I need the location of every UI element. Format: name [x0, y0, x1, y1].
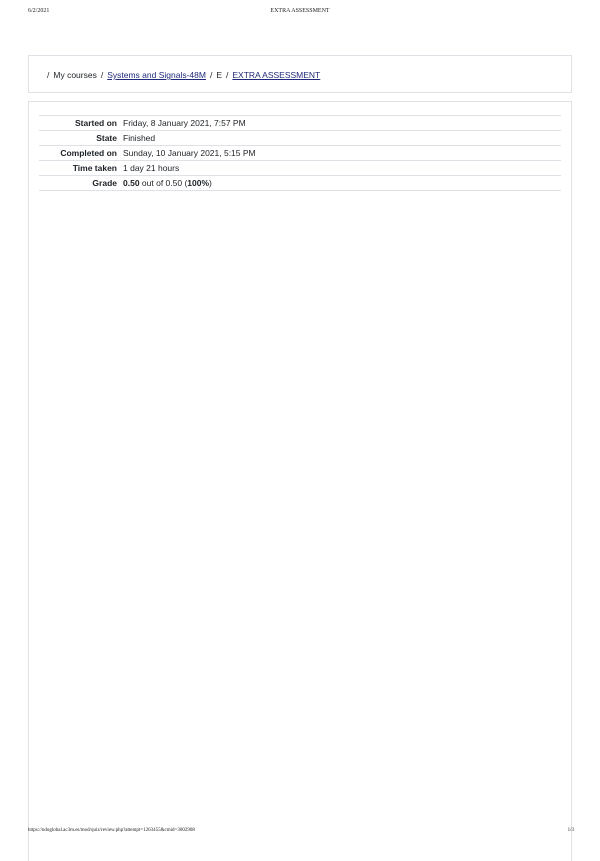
- time-taken-value: 1 day 21 hours: [123, 163, 180, 173]
- state-value: Finished: [123, 133, 156, 143]
- completed-on-value: Sunday, 10 January 2021, 5:15 PM: [123, 148, 256, 158]
- breadcrumb-separator: /: [47, 70, 50, 80]
- started-on-value: Friday, 8 January 2021, 7:57 PM: [123, 118, 246, 128]
- breadcrumb: [43, 70, 320, 80]
- print-footer: [0, 828, 600, 838]
- table-row: [39, 131, 561, 146]
- print-url: https://ndoglobal.ac3m.es/mod/quiz/review.php?attempt=1263455&cmid=3002908: [28, 828, 195, 833]
- table-row: [39, 176, 561, 191]
- attempt-summary-table: [39, 115, 561, 191]
- table-row: [39, 161, 561, 176]
- grade-percent: 100%: [187, 178, 210, 188]
- grade-out-of: out of 0.50: [141, 178, 183, 188]
- breadcrumb-section: E: [216, 70, 223, 80]
- attempt-summary-card: [28, 101, 572, 861]
- time-taken-label: Time taken: [72, 163, 117, 173]
- started-on-label: Started on: [74, 118, 117, 128]
- grade-value: 0.50 out of 0.50 (100%): [123, 178, 212, 188]
- breadcrumb-quiz-link[interactable]: EXTRA ASSESSMENT: [232, 70, 321, 80]
- print-header: [0, 8, 600, 20]
- table-row: [39, 116, 561, 131]
- breadcrumb-my-courses: My courses: [53, 70, 97, 80]
- table-row: [39, 146, 561, 161]
- print-date: 6/2/2021: [28, 8, 50, 14]
- completed-on-label: Completed on: [60, 148, 117, 158]
- breadcrumb-separator: /: [226, 70, 229, 80]
- grade-label: Grade: [92, 178, 117, 188]
- grade-score: 0.50: [123, 178, 140, 188]
- print-title: EXTRA ASSESSMENT: [270, 8, 330, 14]
- print-page-number: 1/3: [567, 828, 574, 833]
- breadcrumb-course-link[interactable]: Systems and Signals-48M: [107, 70, 206, 80]
- breadcrumb-separator: /: [209, 70, 213, 80]
- state-label: State: [96, 133, 117, 143]
- breadcrumb-separator: /: [100, 70, 104, 80]
- breadcrumb-card: [28, 55, 572, 93]
